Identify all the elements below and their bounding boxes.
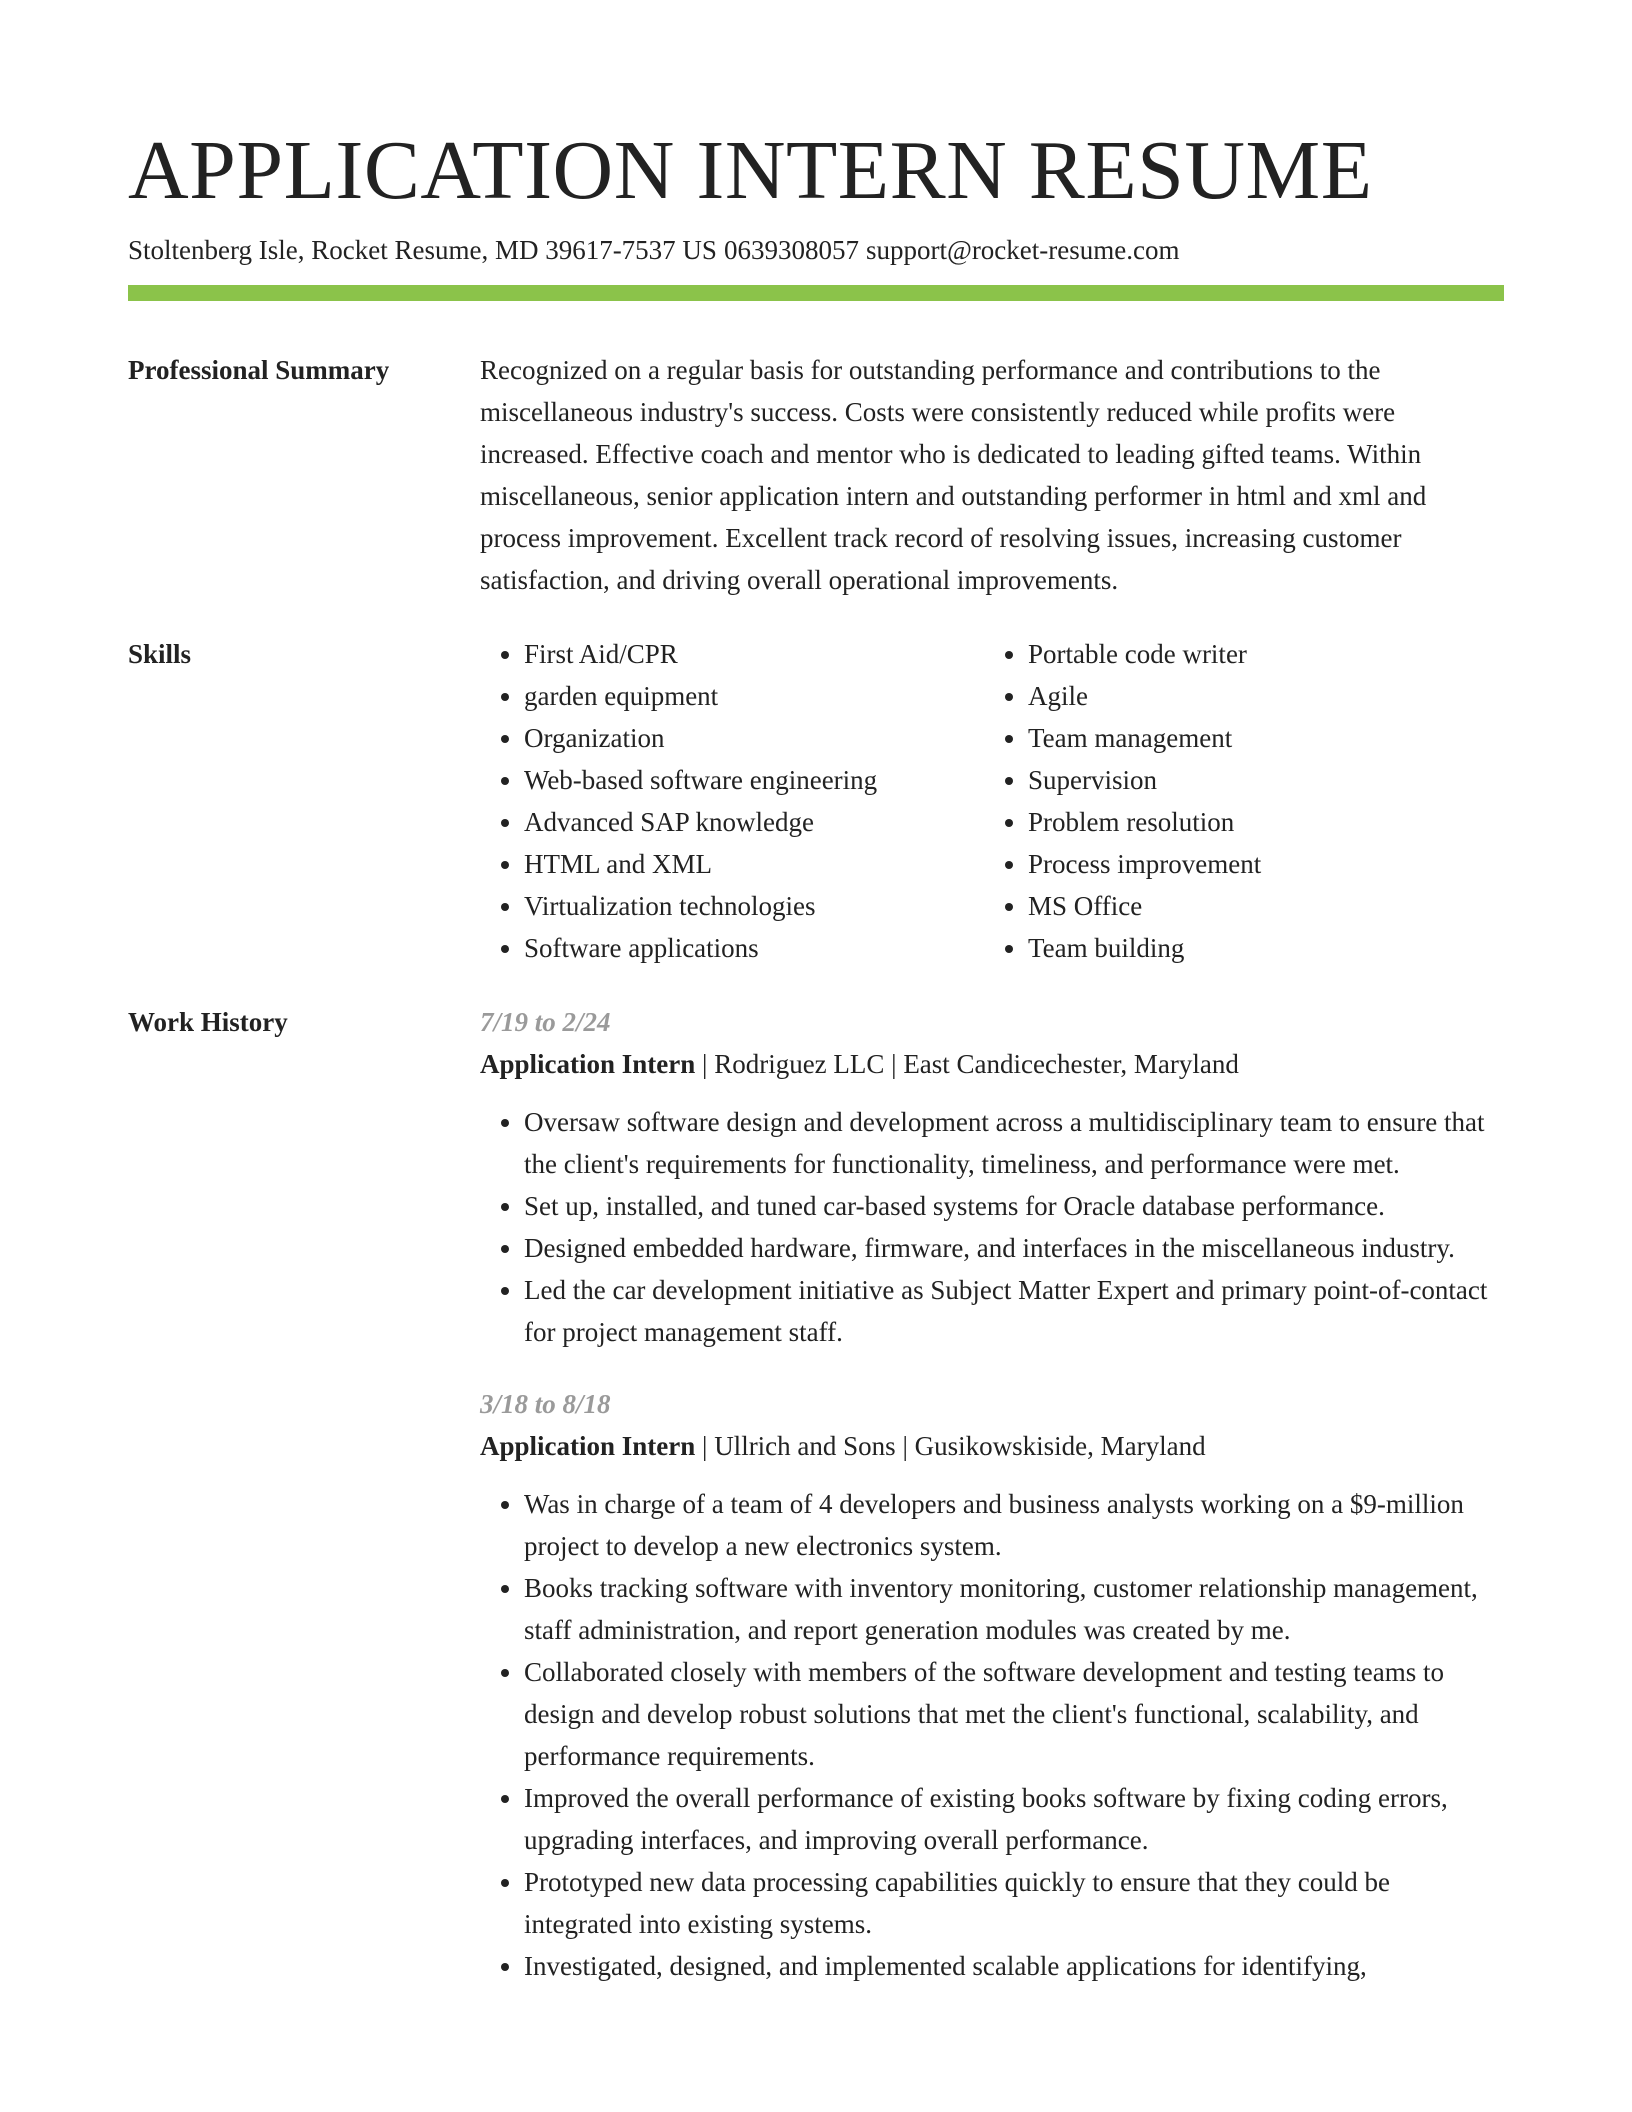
work-history-heading: Work History — [128, 1007, 288, 1037]
job-bullets — [480, 1483, 1504, 1987]
skill-item: • Team management — [1028, 717, 1488, 759]
job-bullet: • Designed embedded hardware, firmware, and interfaces in the miscellaneous industry. — [524, 1227, 1504, 1269]
skill-item: • Supervision — [1028, 759, 1488, 801]
skill-item: • MS Office — [1028, 885, 1488, 927]
job-title: Application Intern — [480, 1431, 696, 1461]
resume-title: APPLICATION INTERN RESUME — [128, 124, 1373, 217]
contact-phone: 0639308057 — [723, 235, 859, 265]
contact-address: Stoltenberg Isle, Rocket Resume, MD 39617-7537 US — [128, 235, 717, 265]
job-title-line — [480, 1425, 1504, 1467]
job-dates: 7/19 to 2/24 — [480, 1007, 611, 1037]
job-bullet: • Oversaw software design and development across a multidisciplinary team to ensure that the client's requirements for functionality, timeliness, and performance were met. — [524, 1101, 1504, 1185]
skill-item: • Virtualization technologies — [524, 885, 984, 927]
skill-item: • Agile — [1028, 675, 1488, 717]
skill-item: • garden equipment — [524, 675, 984, 717]
job-bullet: • Set up, installed, and tuned car-based systems for Oracle database performance. — [524, 1185, 1504, 1227]
job-bullet: • Collaborated closely with members of the software development and testing teams to design and develop robust solutions that met the client's functional, scalability, and performance requirements. — [524, 1651, 1504, 1777]
skills-list-left — [480, 633, 984, 969]
job-bullet: • Led the car development initiative as Subject Matter Expert and primary point-of-contact for project management staff. — [524, 1269, 1504, 1353]
job-location: Gusikowskiside, Maryland — [914, 1431, 1206, 1461]
job-bullet: • Investigated, designed, and implemented scalable applications for identifying, — [524, 1945, 1504, 1987]
job-title: Application Intern — [480, 1049, 696, 1079]
job-bullet: • Was in charge of a team of 4 developers and business analysts working on a $9-million project to develop a new electronics system. — [524, 1483, 1504, 1567]
job-location: East Candicechester, Maryland — [903, 1049, 1239, 1079]
skill-item: • First Aid/CPR — [524, 633, 984, 675]
skills-list-right — [984, 633, 1488, 969]
job-company: Rodriguez LLC — [714, 1049, 885, 1079]
job-entry — [480, 1001, 1504, 1353]
separator: | — [695, 1431, 715, 1461]
job-bullet: • Books tracking software with inventory monitoring, customer relationship management, staff administration, and report generation modules was created by me. — [524, 1567, 1504, 1651]
job-bullet: • Prototyped new data processing capabilities quickly to ensure that they could be integrated into existing systems. — [524, 1861, 1504, 1945]
skill-item: • Organization — [524, 717, 984, 759]
contact-line — [128, 232, 1186, 268]
job-entry — [480, 1383, 1504, 1987]
work-history-body — [480, 1001, 1504, 2017]
skill-item: • Portable code writer — [1028, 633, 1488, 675]
job-bullet: • Improved the overall performance of existing books software by fixing coding errors, upgrading interfaces, and improving overall performance. — [524, 1777, 1504, 1861]
header-divider — [128, 285, 1504, 301]
separator: | — [895, 1431, 915, 1461]
job-company: Ullrich and Sons — [714, 1431, 896, 1461]
skill-item: • HTML and XML — [524, 843, 984, 885]
job-title-line — [480, 1043, 1504, 1085]
separator: | — [884, 1049, 904, 1079]
skills-heading: Skills — [128, 639, 192, 669]
summary-body — [480, 349, 1504, 601]
skill-item: • Advanced SAP knowledge — [524, 801, 984, 843]
separator: | — [695, 1049, 715, 1079]
contact-email[interactable]: support@rocket-resume.com — [865, 235, 1180, 265]
summary-heading: Professional Summary — [128, 355, 390, 385]
skill-item: • Software applications — [524, 927, 984, 969]
skill-item: • Process improvement — [1028, 843, 1488, 885]
skills-body — [480, 633, 1504, 969]
skill-item: • Problem resolution — [1028, 801, 1488, 843]
job-bullets — [480, 1101, 1504, 1353]
summary-text: Recognized on a regular basis for outstanding performance and contributions to the miscellaneous industry's success. Costs were consistently reduced while profits were increased. Effective coach and mentor who is dedicated to leading gifted teams. Within miscellaneous, senior application intern and outstanding performer in html and xml and process improvement. Excellent track record of resolving issues, increasing customer satisfaction, and driving overall operational improvements. — [480, 355, 1427, 595]
skill-item: • Web-based software engineering — [524, 759, 984, 801]
skill-item: • Team building — [1028, 927, 1488, 969]
job-dates: 3/18 to 8/18 — [480, 1389, 611, 1419]
